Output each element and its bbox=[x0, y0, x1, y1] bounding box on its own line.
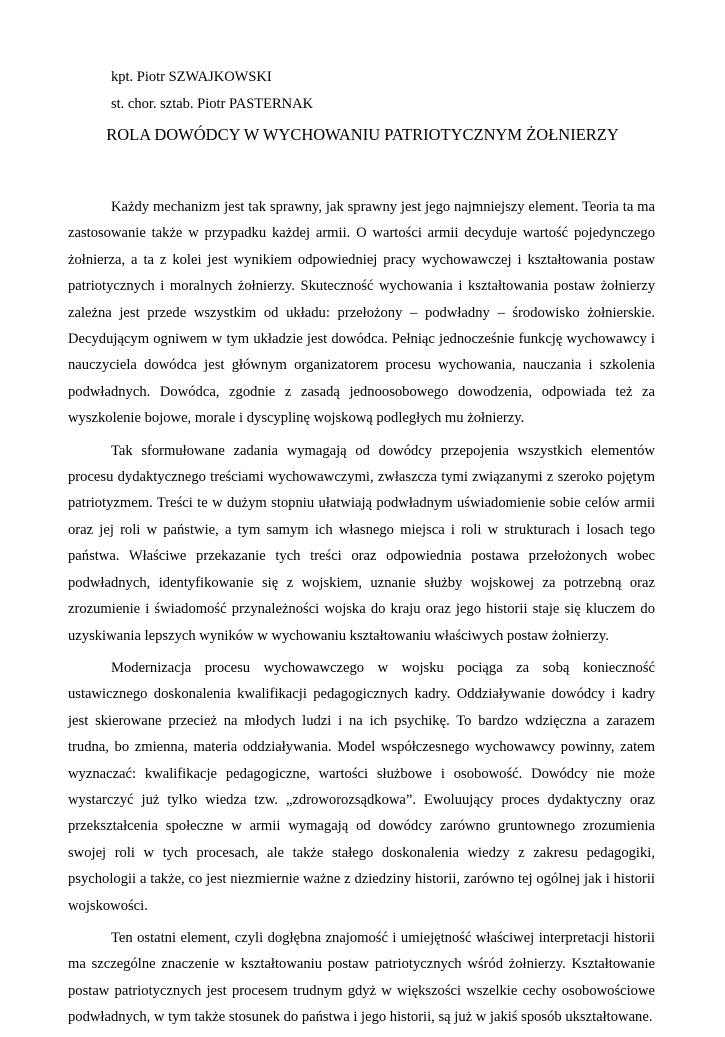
paragraph-1: Każdy mechanizm jest tak sprawny, jak sprawny jest jego najmniejszy element. Teoria ta ma zastosowanie także w przypadku każdej armii. O wartości armii decyduje wartość pojedynczego żołnierza, a ta z kolei jest wynikiem odpowiedniej pracy wychowawczej i kształtowania postaw patriotycznych i moralnych żołnierzy. Skuteczność wychowania i kształtowania postaw żołnierzy zależna jest przede wszystkim od układu: przełożony – podwładny – środowisko żołnierskie. Decydującym ogniwem w tym układzie jest dowódca. Pełniąc jednocześnie funkcję wychowawcy i nauczyciela dowódca jest głównym organizatorem procesu wychowania, nauczania i szkolenia podwładnych. Dowódca, zgodnie z zasadą jednoosobowego dowodzenia, odpowiada też za wyszkolenie bojowe, morale i dyscyplinę wojskową podległych mu żołnierzy. bbox=[68, 199, 655, 427]
author-line-1: kpt. Piotr SZWAJKOWSKI bbox=[111, 69, 272, 85]
author-line-2: st. chor. sztab. Piotr PASTERNAK bbox=[111, 96, 314, 112]
paragraph-3: Modernizacja procesu wychowawczego w wojsku pociąga za sobą konieczność ustawicznego doskonalenia kwalifikacji pedagogicznych kadry. Oddziaływanie dowódcy i kadry jest skierowane przecież na młodych ludzi i na ich psychikę. To bardzo wdzięczna a zarazem trudna, bo zmienna, materia oddziaływania. Model współczesnego wychowawcy powinny, zatem wyznaczać: kwalifikacje pedagogiczne, wartości służbowe i osobowość. Dowódcy nie może wystarczyć już tylko wiedza tzw. „zdroworozsądkowa”. Ewoluujący proces dydaktyczny oraz przekształcenia społeczne w armii wymagają od dowódcy zarówno gruntownego zrozumienia swojej roli w tych procesach, ale także stałego doskonalenia wiedzy z zakresu pedagogiki, psychologii a także, co jest niezmiernie ważne z dziedziny historii, zarówno tej ogólnej jak i historii wojskowości. bbox=[68, 659, 655, 914]
paragraph-2: Tak sformułowane zadania wymagają od dowódcy przepojenia wszystkich elementów procesu dydaktycznego treściami wychowawczymi, zwłaszcza tymi związanymi z szeroko pojętym patriotyzmem. Treści te w dużym stopniu ułatwiają podwładnym uświadomienie sobie celów armii oraz jej roli w państwie, a tym samym ich własnego miejsca i roli w strukturach i losach tego państwa. Właściwe przekazanie tych treści oraz odpowiednia postawa przełożonych wobec podwładnych, identyfikowanie się z wojskiem, uznanie służby wojskowej za potrzebną oraz zrozumienie i świadomość przynależności wojska do kraju oraz jego historii staje się kluczem do uzyskiwania lepszych wyników w wychowaniu kształtowaniu właściwych postaw żołnierzy. bbox=[68, 442, 655, 644]
document-body bbox=[68, 194, 655, 1037]
paragraph-4: Ten ostatni element, czyli dogłębna znajomość i umiejętność właściwej interpretacji historii ma szczególne znaczenie w kształtowaniu postaw patriotycznych wśród żołnierzy. Kształtowanie postaw patriotycznych jest procesem trudnym gdyż w większości wszelkie cechy osobowościowe podwładnych, w tym także stosunek do państwa i jego historii, są już w jakiś sposób ukształtowane. bbox=[68, 929, 655, 1026]
document-title: ROLA DOWÓDCY W WYCHOWANIU PATRIOTYCZNYM ŻOŁNIERZY bbox=[106, 125, 619, 144]
